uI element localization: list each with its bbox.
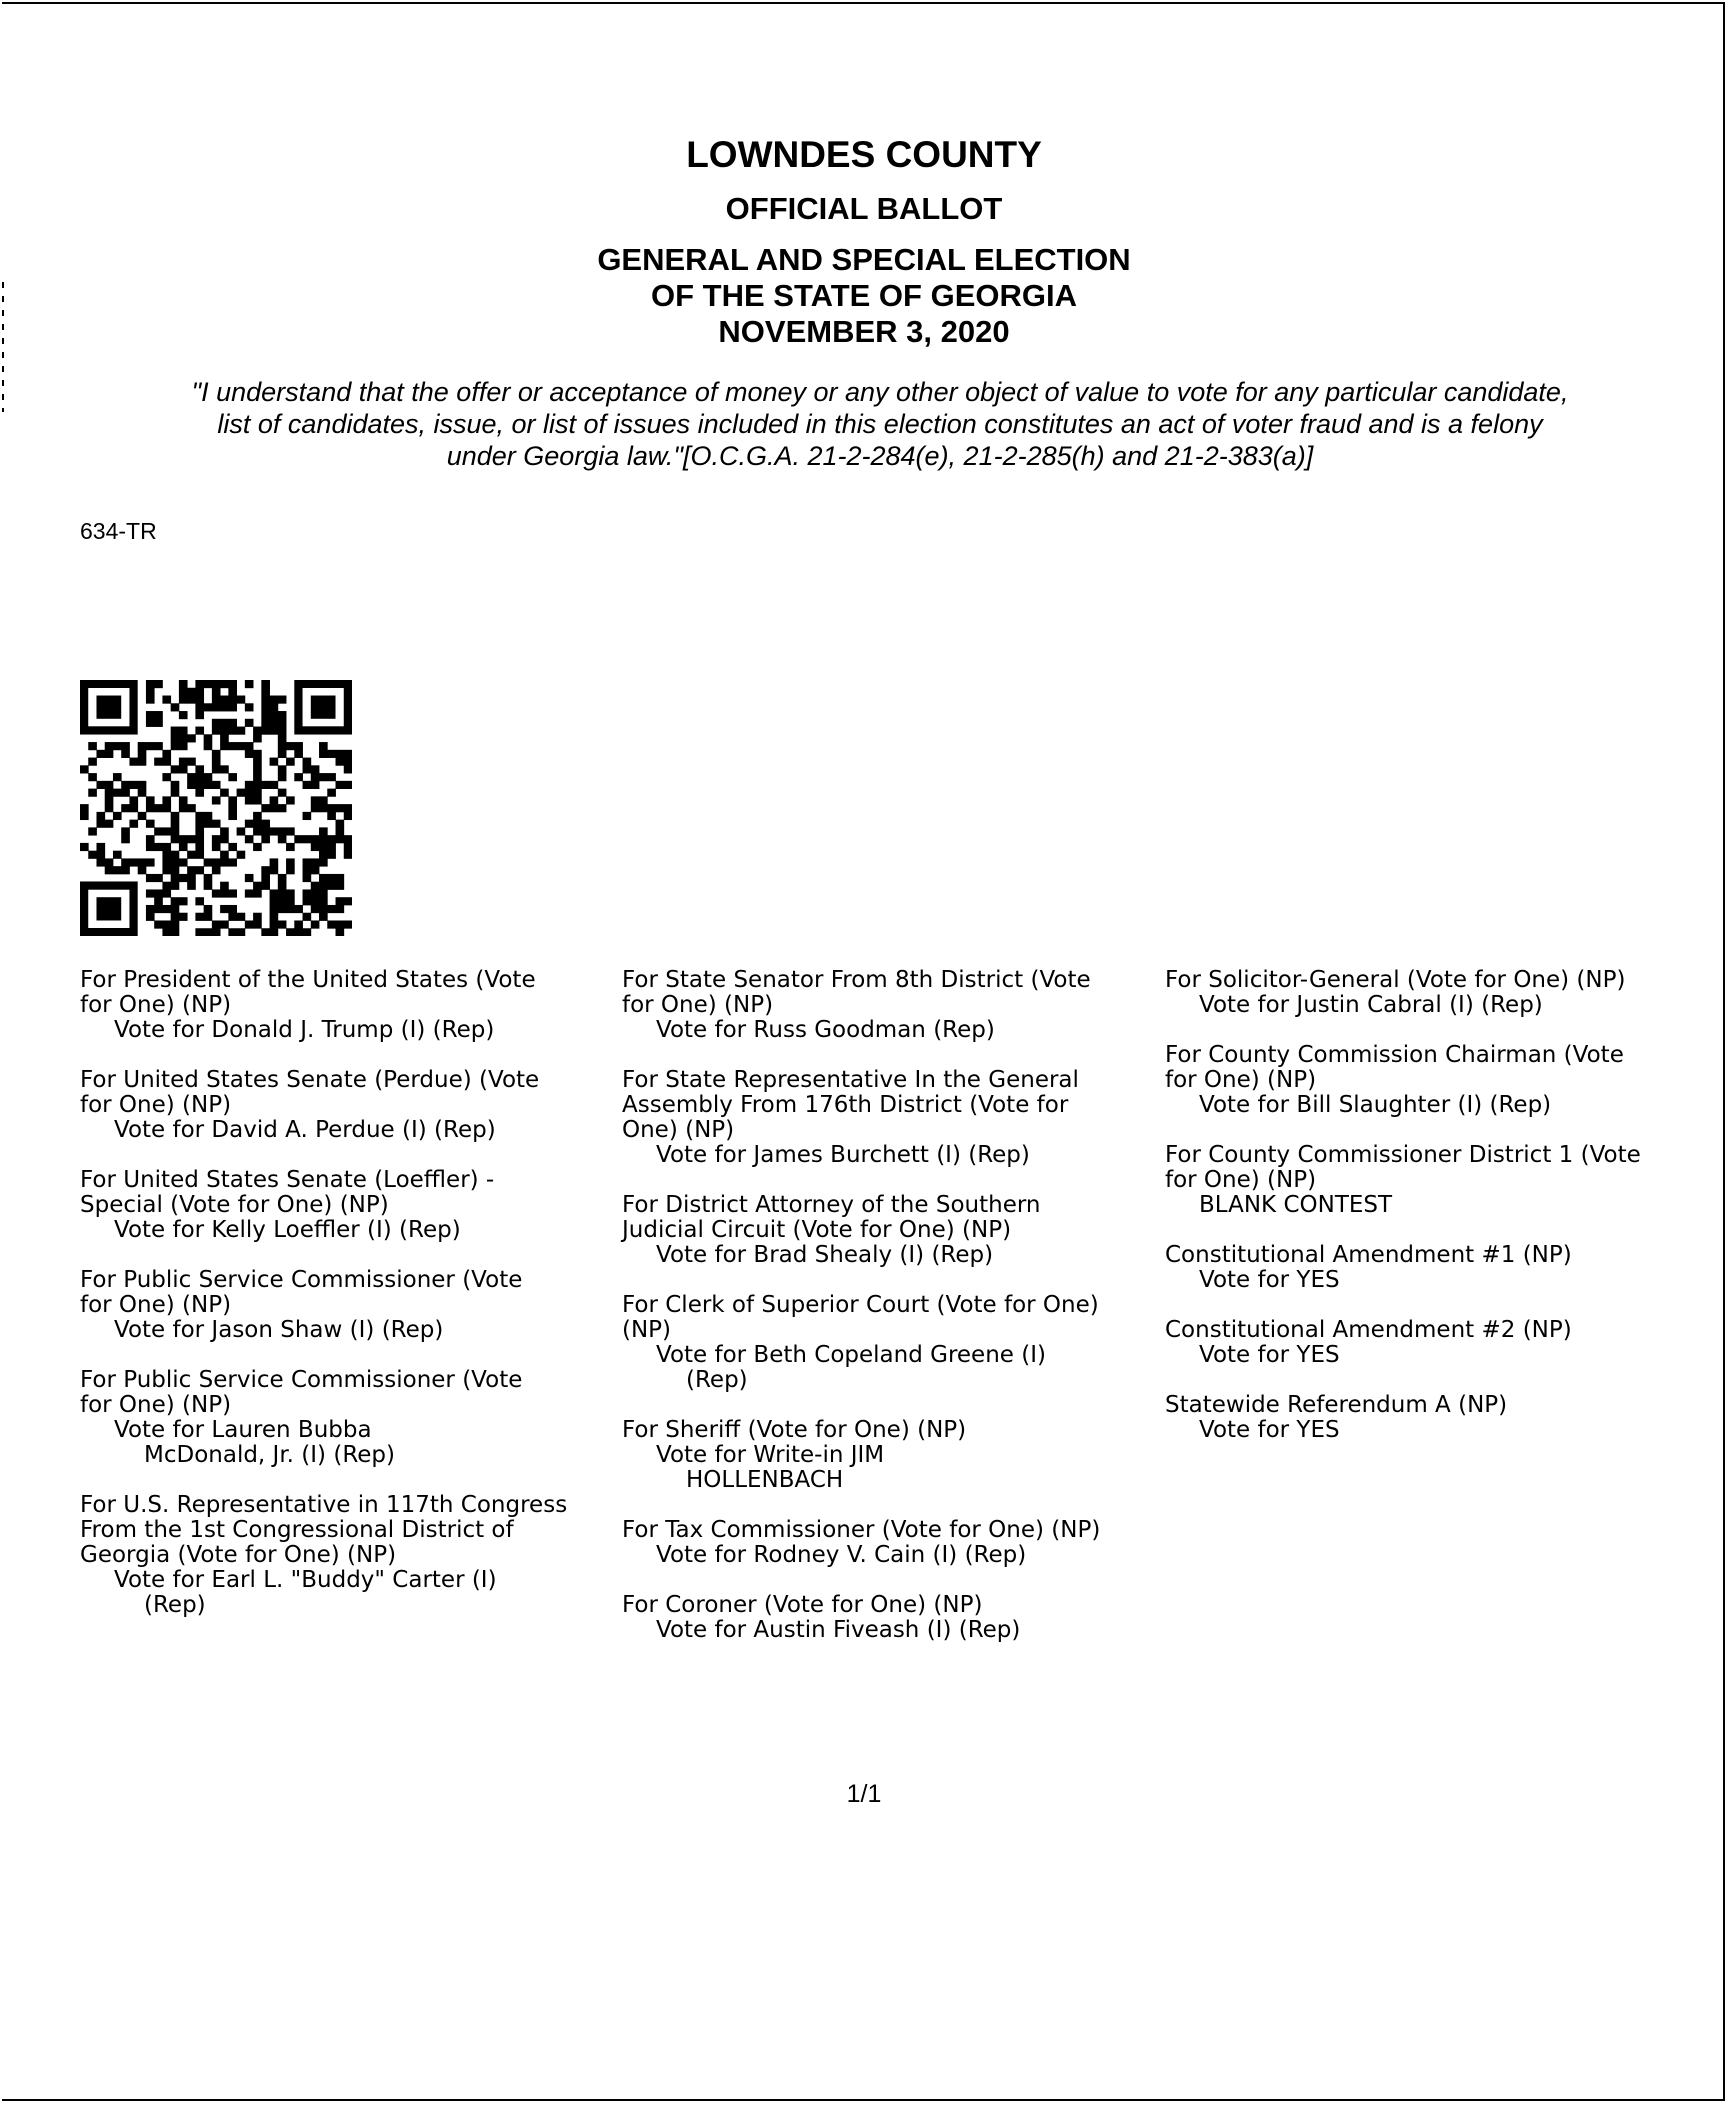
contest [622, 1193, 1152, 1268]
contest-title-line: For County Commissioner District 1 (Vote [1165, 1142, 1641, 1168]
contest [622, 1293, 1152, 1393]
contest-selection-line: Vote for Donald J. Trump (I) (Rep) [114, 1017, 495, 1043]
contest-selection-line: Vote for Russ Goodman (Rep) [656, 1017, 995, 1043]
contest-column-2 [622, 968, 1152, 1668]
page-number: 1/1 [846, 1780, 882, 1808]
contest [80, 1368, 610, 1468]
contest-selection-line: HOLLENBACH [686, 1467, 844, 1493]
contest-title-line: Constitutional Amendment #2 (NP) [1165, 1317, 1572, 1343]
contest-selection-line: BLANK CONTEST [1199, 1192, 1393, 1218]
contest [80, 1168, 610, 1243]
contest [1165, 1393, 1685, 1443]
contest-selection-line: Vote for YES [1199, 1267, 1340, 1293]
qr-finder-pattern [298, 684, 347, 731]
contest-title-line: For Solicitor-General (Vote for One) (NP) [1165, 967, 1626, 993]
election-title [0, 242, 1728, 350]
contest-selection-line: Vote for Earl L. "Buddy" Carter (I) [114, 1567, 497, 1593]
contest [622, 1418, 1152, 1493]
contest-selection-line: Vote for YES [1199, 1342, 1340, 1368]
ballot-type: OFFICIAL BALLOT [725, 191, 1003, 226]
election-title-line: GENERAL AND SPECIAL ELECTION [597, 242, 1131, 277]
contest-selection-line: Vote for Justin Cabral (I) (Rep) [1199, 992, 1543, 1018]
contest-title-line: for One) (NP) [80, 1092, 232, 1118]
contest-selection-line: (Rep) [686, 1367, 748, 1393]
contest-title-line: Statewide Referendum A (NP) [1165, 1392, 1508, 1418]
contest [1165, 1143, 1685, 1218]
qr-finder-pattern [84, 684, 133, 731]
contest [80, 1493, 610, 1618]
qr-code [80, 680, 352, 936]
contest-title-line: Judicial Circuit (Vote for One) (NP) [622, 1217, 1012, 1243]
contest-title-line: for One) (NP) [80, 992, 232, 1018]
contest-title-line: For Coroner (Vote for One) (NP) [622, 1592, 983, 1618]
contest-title-line: for One) (NP) [1165, 1167, 1317, 1193]
contest-selection-line: McDonald, Jr. (I) (Rep) [144, 1442, 395, 1468]
contest-title-line: for One) (NP) [80, 1292, 232, 1318]
contest-selection-line: Vote for Beth Copeland Greene (I) [656, 1342, 1046, 1368]
contest [622, 1518, 1152, 1568]
election-date: NOVEMBER 3, 2020 [718, 314, 1010, 349]
contest-selection-line: Vote for YES [1199, 1417, 1340, 1443]
statement-line: list of candidates, issue, or list of issues included in this election constitutes an act of voter fraud and is a felony [217, 409, 1543, 439]
voter-fraud-statement [80, 376, 1680, 472]
contest-selection-line: Vote for Lauren Bubba [114, 1417, 372, 1443]
contest-title-line: One) (NP) [622, 1117, 735, 1143]
contest-selection-line: Vote for James Burchett (I) (Rep) [656, 1142, 1030, 1168]
county-title: LOWNDES COUNTY [686, 134, 1042, 175]
contest [1165, 968, 1685, 1018]
contest-title-line: For Sheriff (Vote for One) (NP) [622, 1417, 967, 1443]
ballot-style-code: 634-TR [80, 518, 157, 544]
contest-column-3 [1165, 968, 1685, 1468]
contest-title-line: for One) (NP) [622, 992, 774, 1018]
contest-selection-line: Vote for Rodney V. Cain (I) (Rep) [656, 1542, 1027, 1568]
contest-title-line: For Public Service Commissioner (Vote [80, 1367, 523, 1393]
contest-title-line: (NP) [622, 1317, 672, 1343]
contest-title-line: Special (Vote for One) (NP) [80, 1192, 389, 1218]
contest [80, 1068, 610, 1143]
contest-selection-line: (Rep) [144, 1592, 206, 1618]
contest [1165, 1318, 1685, 1368]
contest-title-line: for One) (NP) [1165, 1067, 1317, 1093]
contest-title-line: For Tax Commissioner (Vote for One) (NP) [622, 1517, 1101, 1543]
statement-line: under Georgia law."[O.C.G.A. 21-2-284(e), 21-2-285(h) and 21-2-383(a)] [446, 441, 1314, 471]
contest-title-line: For County Commission Chairman (Vote [1165, 1042, 1624, 1068]
contest-title-line: For District Attorney of the Southern [622, 1192, 1041, 1218]
contest [1165, 1043, 1685, 1118]
contest-title-line: Georgia (Vote for One) (NP) [80, 1542, 397, 1568]
contest-title-line: Constitutional Amendment #1 (NP) [1165, 1242, 1572, 1268]
contest-title-line: For Public Service Commissioner (Vote [80, 1267, 523, 1293]
contest-title-line: For President of the United States (Vote [80, 967, 536, 993]
contest-selection-line: Vote for Bill Slaughter (I) (Rep) [1199, 1092, 1552, 1118]
contest [622, 1068, 1152, 1168]
contest-selection-line: Vote for Austin Fiveash (I) (Rep) [656, 1617, 1021, 1643]
contest-column-1 [80, 968, 610, 1643]
qr-finder-pattern [84, 886, 133, 933]
election-title-line: OF THE STATE OF GEORGIA [651, 278, 1077, 313]
ballot-header [0, 128, 1728, 350]
contest-title-line: for One) (NP) [80, 1392, 232, 1418]
contest [1165, 1243, 1685, 1293]
contest [622, 968, 1152, 1043]
contest-title-line: For United States Senate (Loeffler) - [80, 1167, 495, 1193]
contest-title-line: For State Senator From 8th District (Vote [622, 967, 1091, 993]
contest-title-line: Assembly From 176th District (Vote for [622, 1092, 1069, 1118]
contest-selection-line: Vote for Jason Shaw (I) (Rep) [114, 1317, 444, 1343]
contest-title-line: From the 1st Congressional District of [80, 1517, 514, 1543]
contest-title-line: For U.S. Representative in 117th Congress [80, 1492, 568, 1518]
statement-line: "I understand that the offer or acceptance of money or any other object of value to vote for any particular candidate, [191, 377, 1569, 407]
contest-title-line: For State Representative In the General [622, 1067, 1079, 1093]
contest-selection-line: Vote for Kelly Loeffler (I) (Rep) [114, 1217, 461, 1243]
contest-title-line: For Clerk of Superior Court (Vote for One) [622, 1292, 1099, 1318]
contest [80, 1268, 610, 1343]
contest-title-line: For United States Senate (Perdue) (Vote [80, 1067, 540, 1093]
contest [622, 1593, 1152, 1643]
contest-selection-line: Vote for Write-in JIM [656, 1442, 885, 1468]
contest-selection-line: Vote for David A. Perdue (I) (Rep) [114, 1117, 496, 1143]
contest-selection-line: Vote for Brad Shealy (I) (Rep) [656, 1242, 994, 1268]
contest [80, 968, 610, 1043]
